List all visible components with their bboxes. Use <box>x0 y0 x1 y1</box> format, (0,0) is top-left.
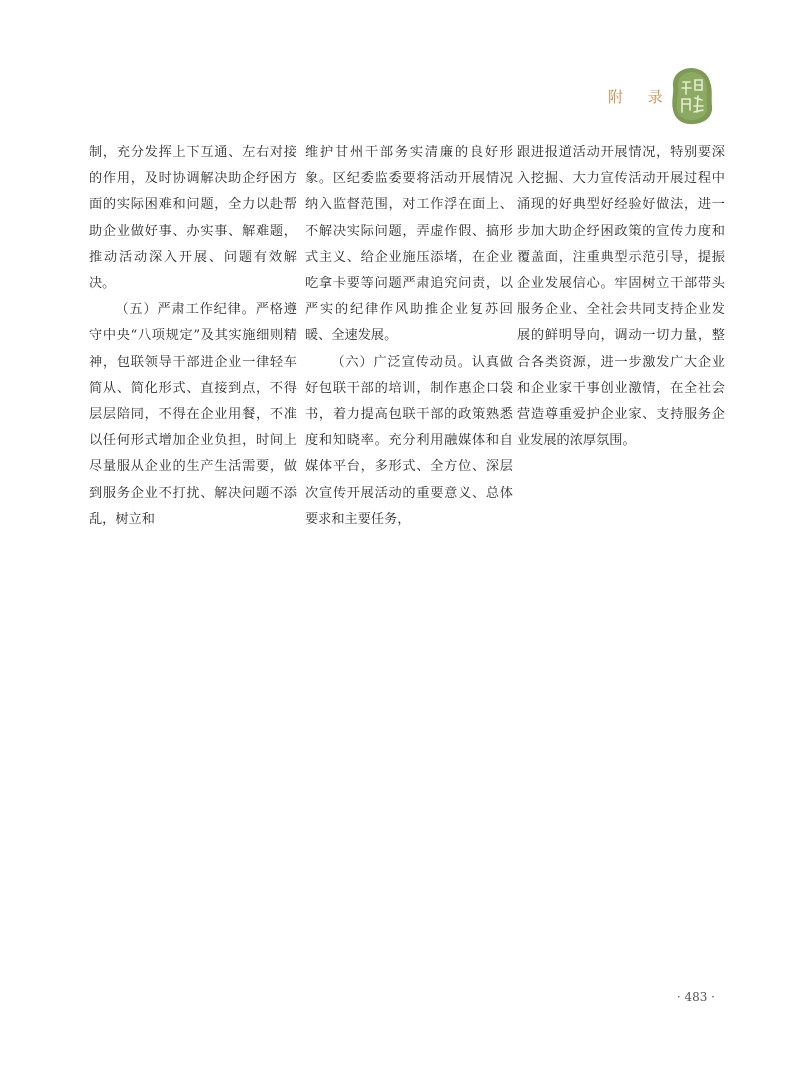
paragraph: 维护甘州干部务实清廉的良好形象。区纪委监委要将活动开展情况纳入监督范围，对工作浮在面上、不解决实际问题，弄虚作假、搞形式主义、给企业施压添堵，在企业吃拿卡要等问题严肃追究问责，以严实的纪律作风助推企业复苏回暖、全速发展。 <box>305 145 513 344</box>
text-column-1 <box>89 140 297 533</box>
paragraph: （五）严肃工作纪律。严格遵守中央“八项规定”及其实施细则精神，包联领导干部进企业一律轻车简从、简化形式、直接到点，不得层层陪同，不得在企业用餐，不准以任何形式增加企业负担，时间上尽量服从企业的生产生活需要，做到服务企业不打扰、解决问题不添乱，树立和 <box>89 302 297 527</box>
text-column-3 <box>517 140 725 454</box>
paragraph: 制，充分发挥上下互通、左右对接的作用，及时协调解决助企纾困方面的实际困难和问题，全力以赴帮助企业做好事、办实事、解难题，推动活动深入开展、问题有效解决。 <box>89 145 297 292</box>
text-column-2 <box>305 140 513 533</box>
paragraph: 跟进报道活动开展情况，特别要深入挖掘、大力宣传活动开展过程中涌现的好典型好经验好做法，进一步加大助企纾困政策的宣传力度和覆盖面，注重典型示范引导，提振企业发展信心。牢固树立干部带头服务企业、全社会共同支持企业发展的鲜明导向，调动一切力量，整合各类资源，进一步激发广大企业和企业家干事创业激情，在全社会营造尊重爱护企业家、支持服务企业发展的浓厚氛围。 <box>517 145 725 449</box>
section-label: 附 录 <box>608 88 673 106</box>
green-seal-stamp-icon <box>670 66 714 126</box>
page-header <box>0 0 800 140</box>
paragraph: （六）广泛宣传动员。认真做好包联干部的培训，制作惠企口袋书，着力提高包联干部的政策熟悉度和知晓率。充分利用融媒体和自媒体平台，多形式、全方位、深层次宣传开展活动的重要意义、总体要求和主要任务， <box>305 354 513 527</box>
page-number: · 483 · <box>676 990 715 1004</box>
